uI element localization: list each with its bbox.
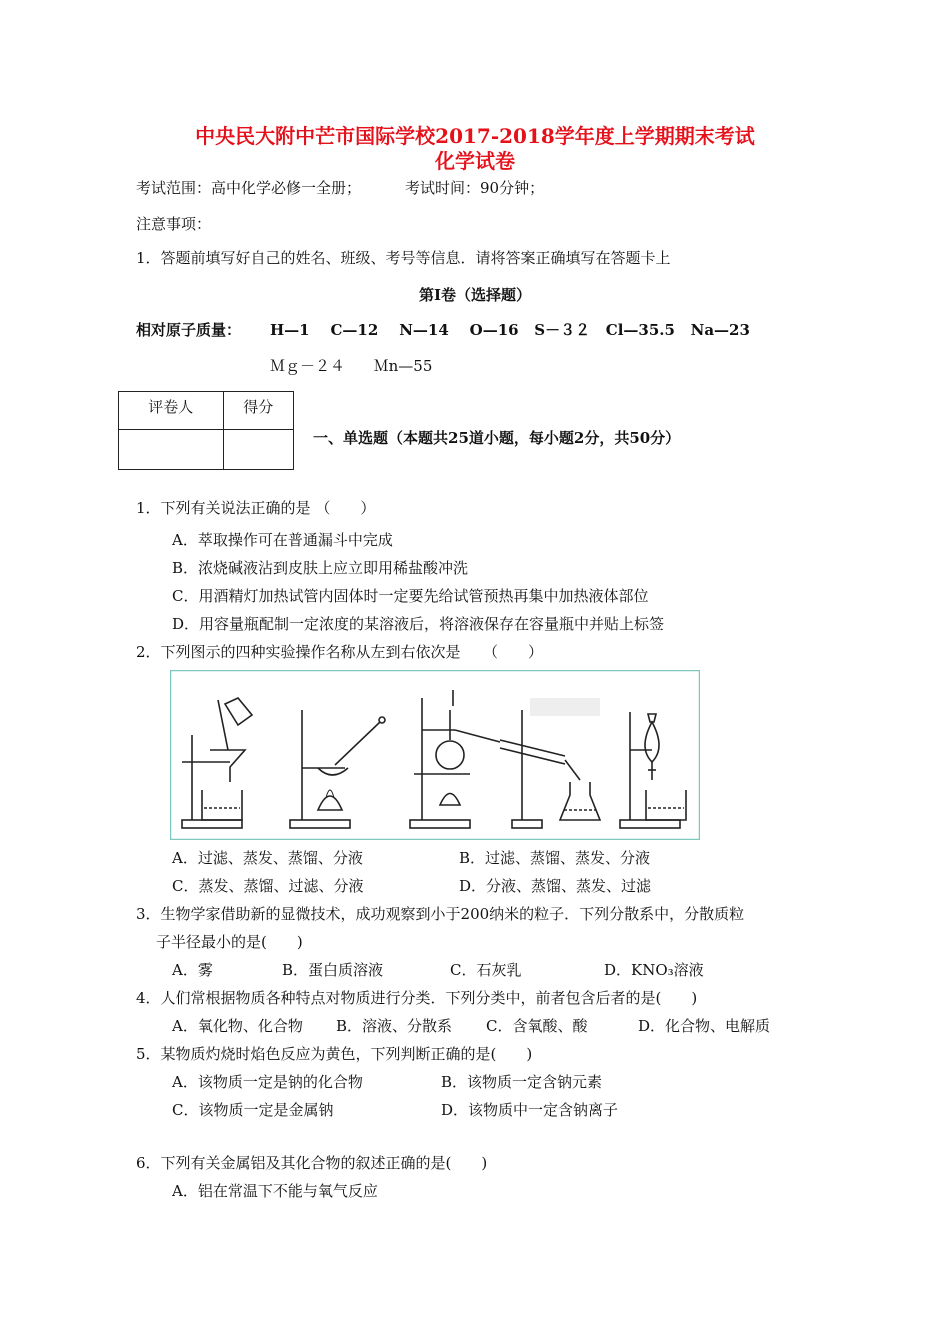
- lab-apparatus-figure: [170, 670, 700, 840]
- question-3-stem-continued: 子半径最小的是( ): [156, 933, 303, 951]
- question-2-stem: 2．下列图示的四种实验操作名称从左到右依次是 （ ）: [136, 643, 544, 661]
- section-title: 第Ⅰ卷（选择题）: [418, 286, 532, 304]
- question-3-stem: 3．生物学家借助新的显微技术，成功观察到小于200纳米的粒子．下列分散系中，分散质粒: [136, 905, 745, 923]
- exam-time: 考试时间：90分钟；: [405, 179, 545, 197]
- score-cell: [223, 430, 293, 470]
- score-header: 得分: [223, 392, 293, 430]
- question-6-stem: 6．下列有关金属铝及其化合物的叙述正确的是( ): [136, 1154, 488, 1172]
- question-1-stem: 1．下列有关说法正确的是 （ ）: [136, 499, 376, 517]
- question-4-option-b: B．溶液、分散系: [336, 1017, 453, 1035]
- question-1-option-b: B．浓烧碱液沾到皮肤上应立即用稀盐酸冲洗: [172, 559, 469, 577]
- question-6-option-a: A．铝在常温下不能与氧气反应: [172, 1182, 378, 1200]
- part-heading: 一、单选题（本题共25道小题，每小题2分，共50分）: [313, 429, 681, 447]
- exam-title-line1: 中央民大附中芒市国际学校2017-2018学年度上学期期末考试: [195, 124, 755, 148]
- atomic-mass-label: 相对原子质量：: [136, 321, 242, 339]
- question-4-option-d: D．化合物、电解质: [638, 1017, 771, 1035]
- score-table: [118, 391, 294, 470]
- question-5-stem: 5．某物质灼烧时焰色反应为黄色，下列判断正确的是( ): [136, 1045, 533, 1063]
- question-2-option-c: C．蒸发、蒸馏、过滤、分液: [172, 877, 364, 895]
- question-3-option-b: B．蛋白质溶液: [282, 961, 384, 979]
- atomic-mass-line2: Ｍｇ－２４ Ｍn—55: [270, 357, 433, 375]
- question-4-stem: 4．人们常根据物质各种特点对物质进行分类．下列分类中，前者包含后者的是( ): [136, 989, 698, 1007]
- notice-heading: 注意事项：: [136, 215, 212, 233]
- question-1-option-c: C．用酒精灯加热试管内固体时一定要先给试管预热再集中加热液体部位: [172, 587, 649, 605]
- question-2-option-a: A．过滤、蒸发、蒸馏、分液: [172, 849, 363, 867]
- question-4-option-c: C．含氧酸、酸: [486, 1017, 588, 1035]
- question-5-option-c: C．该物质一定是金属钠: [172, 1101, 334, 1119]
- grader-cell: [119, 430, 224, 470]
- question-2-option-b: B．过滤、蒸馏、蒸发、分液: [459, 849, 651, 867]
- exam-range: 考试范围：高中化学必修一全册；: [136, 179, 362, 197]
- atomic-mass-line1: H—1 C—12 N—14 O—16 S－３２ Cl—35.5 Na—23: [270, 321, 750, 339]
- question-3-option-a: A．雾: [172, 961, 213, 979]
- question-3-option-c: C．石灰乳: [450, 961, 522, 979]
- grader-header: 评卷人: [119, 392, 224, 430]
- question-5-option-d: D．该物质中一定含钠离子: [441, 1101, 619, 1119]
- question-4-option-a: A．氧化物、化合物: [172, 1017, 303, 1035]
- exam-title-line2: 化学试卷: [435, 149, 515, 173]
- question-1-option-d: D．用容量瓶配制一定浓度的某溶液后，将溶液保存在容量瓶中并贴上标签: [172, 615, 665, 633]
- question-3-option-d: D．KNO₃溶液: [604, 961, 704, 979]
- question-2-option-d: D．分液、蒸馏、蒸发、过滤: [459, 877, 652, 895]
- question-5-option-a: A．该物质一定是钠的化合物: [172, 1073, 363, 1091]
- question-5-option-b: B．该物质一定含钠元素: [441, 1073, 603, 1091]
- question-1-option-a: A．萃取操作可在普通漏斗中完成: [172, 531, 393, 549]
- notice-item-1: 1．答题前填写好自己的姓名、班级、考号等信息．请将答案正确填写在答题卡上: [136, 249, 671, 267]
